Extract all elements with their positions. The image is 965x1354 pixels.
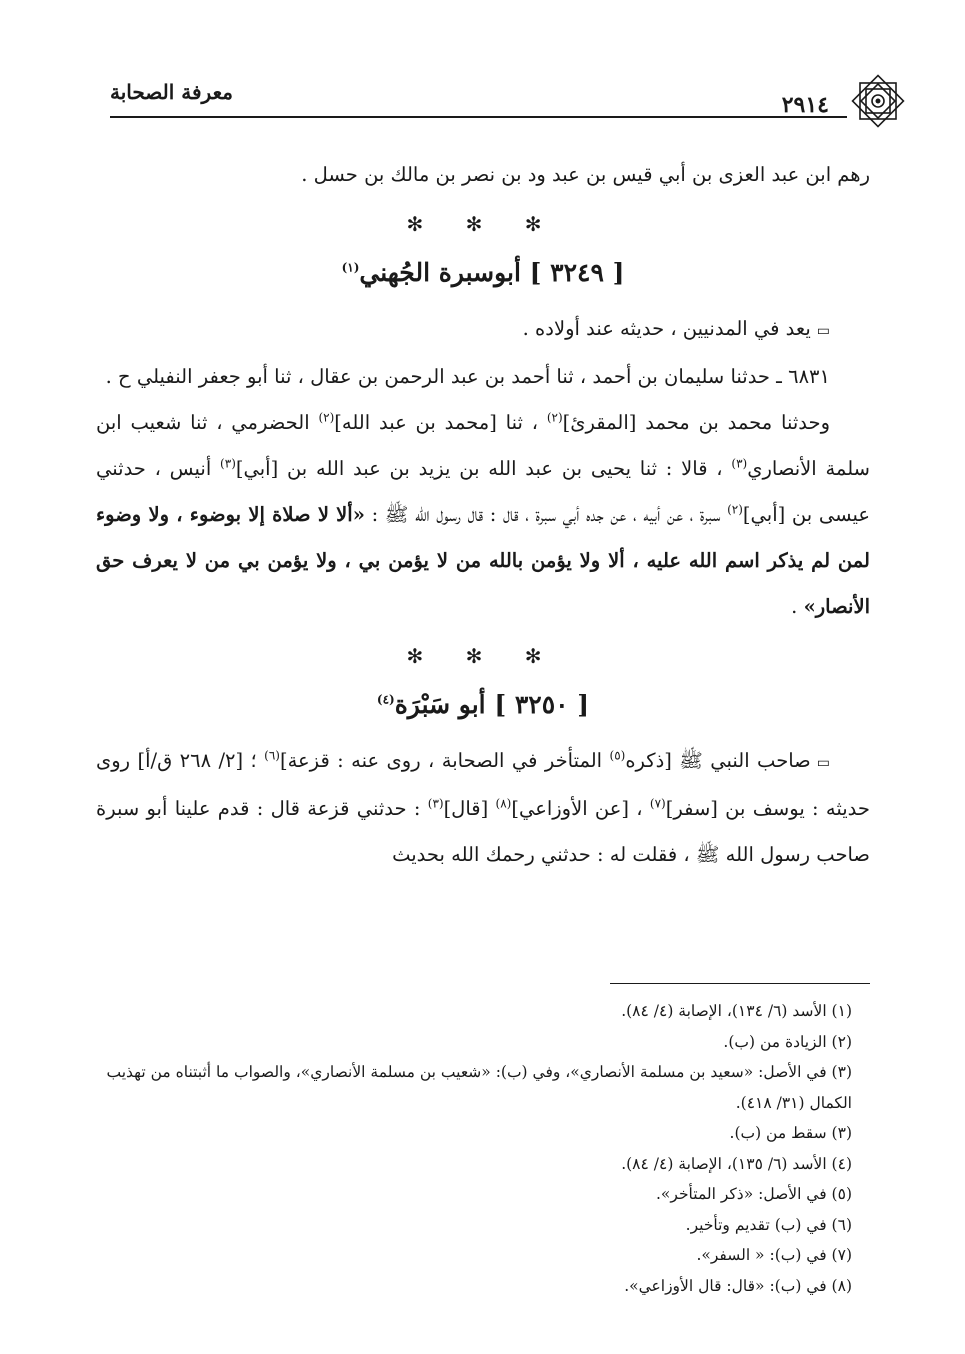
entry-text: المتأخر في الصحابة ، روى عنه : قزعة] — [279, 749, 610, 772]
footnote: (٤) الأسد (٦/ ١٣٥)، الإصابة (٤/ ٨٤). — [621, 1154, 852, 1173]
entry-text: : حدثني قزعة قال : قدم علينا أبو سبرة صاحب رسول الله ﷺ ، فقلت له : حدثني رحمك الله بحديث — [96, 797, 870, 866]
footnote: (٨) في (ب): «قال: قال الأوزاعي». — [624, 1276, 852, 1295]
footnote-ref: (٣) — [220, 456, 236, 471]
footnote-ref: (٣) — [731, 456, 748, 471]
isnad-text: الحضرمي ، ثنا شعيب ابن سلمة الأنصاري — [96, 411, 870, 480]
entry-description — [96, 738, 870, 878]
entry-text: ، [عن الأوزاعي] — [511, 797, 650, 820]
square-marker-icon: ▭ — [816, 323, 830, 339]
isnad-text: ، قالا : ثنا يحيى بن عبد الله بن يزيد بن عبد الله بن [أبي] — [235, 457, 732, 480]
entry-description-text: يعد في المدنيين ، حديثه عند أولاده . — [522, 317, 811, 340]
hadith-isnad-continued — [96, 400, 870, 630]
footnote: (٧) في (ب): « السفر». — [696, 1246, 852, 1264]
page-number: ٢٩١٤ — [781, 92, 829, 118]
header-rule — [110, 116, 847, 118]
entry-heading-text: [ ٣٢٤٩ ] أبوسبرة الجُهني — [359, 258, 625, 287]
main-text — [96, 152, 870, 878]
isnad-text: سبرة ، عن أبيه ، عن جده أبي سبرة ، قال : قال رسول الله ﷺ : — [371, 503, 728, 526]
isnad-text: . — [791, 595, 804, 618]
entry-heading-text: [ ٣٢٥٠ ] أبو سَبْرَة — [394, 690, 590, 719]
footnotes — [96, 996, 870, 1301]
footnote-ref: (٦) — [264, 748, 280, 763]
footnote: (١) الأسد (٦/ ١٣٤)، الإصابة (٤/ ٨٤). — [621, 1002, 852, 1020]
footnote-ref: (٢) — [727, 502, 743, 517]
entry-text: [قال] — [443, 797, 496, 820]
section-separator: ✻ ✻ ✻ — [406, 212, 560, 236]
running-title: معرفة الصحابة — [110, 80, 233, 104]
star-ornament-icon — [849, 72, 907, 130]
isnad-text: ، ثنا [محمد بن عبد الله] — [334, 411, 547, 434]
footnote: (٥) في الأصل: «ذكر المتأخر». — [656, 1185, 852, 1203]
isnad-text: أنيس ، حدثني عيسى بن [أبي] — [96, 457, 870, 526]
page-header — [110, 72, 907, 124]
isnad-text: وحدثنا محمد بن محمد [المقرئ] — [562, 411, 830, 434]
footnote: (٢) الزيادة من (ب). — [723, 1032, 852, 1051]
footnote-ref: (٣) — [427, 796, 444, 811]
footnote: (٦) في (ب) تقديم وتأخير. — [685, 1215, 852, 1234]
entry-heading-3249 — [96, 248, 870, 298]
footnote-ref: (٢) — [546, 410, 563, 425]
section-separator: ✻ ✻ ✻ — [406, 644, 560, 668]
entry-description — [96, 306, 870, 354]
hadith-matn: «ألا لا صلاة إلا بوضوء ، ولا وضوء لمن لم يذكر اسم الله عليه ، ألا ولا يؤمن بالله من لا يؤمن بي ، ولا يؤمن بي من لا يعرف حق الأنصار» — [96, 503, 870, 618]
square-marker-icon: ▭ — [816, 755, 830, 771]
footnote-ref: (٤) — [376, 692, 395, 707]
footnote-ref: (٨) — [495, 796, 512, 811]
footnote-ref: (٧) — [649, 796, 666, 811]
continuation-line: رهم ابن عبد العزى بن أبي قيس بن عبد ود بن نصر بن مالك بن حسل . — [301, 163, 870, 186]
entry-text: ؛ [٢/ ٢٦٨ ق/أ] روى حديثه : يوسف بن [سفر] — [96, 749, 870, 820]
footnote-ref: (١) — [341, 260, 360, 275]
hadith-isnad-6831: ٦٨٣١ ـ حدثنا سليمان بن أحمد ، ثنا أحمد بن عبد الرحمن بن عقال ، ثنا أبو جعفر النفيلي ح . — [105, 365, 830, 388]
entry-text: صاحب النبي ﷺ [ذكره — [625, 749, 811, 772]
footnote: (٣) في الأصل: «سعيد بن مسلمة الأنصاري»، وفي (ب): «شعيب بن مسلمة الأنصاري»، والصواب ما أثبتناه من تهذيب الكمال (٣١/ ٤١٨). — [106, 1063, 852, 1112]
footnote-ref: (٥) — [609, 748, 626, 763]
footnote-rule — [610, 983, 870, 984]
footnote-ref: (٢) — [318, 410, 335, 425]
footnote: (٣) سقط من (ب). — [729, 1124, 852, 1142]
entry-heading-3250 — [96, 680, 870, 730]
